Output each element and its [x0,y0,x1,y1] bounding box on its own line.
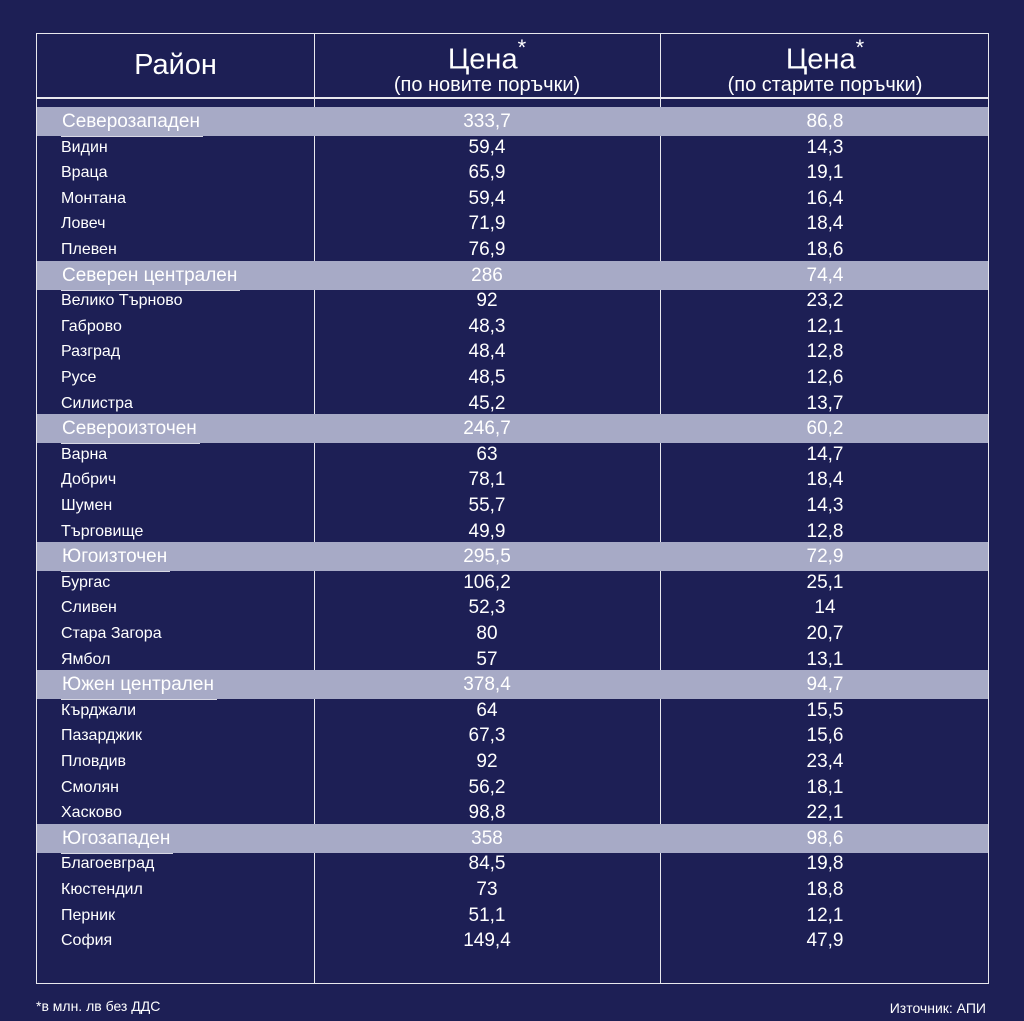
district-name: Силистра [61,394,133,412]
old-price-value: 19,8 [806,853,844,875]
region-row [37,544,988,570]
header-divider [37,97,988,99]
old-price-value: 18,4 [806,469,844,491]
new-price-value: 55,7 [468,495,506,516]
new-price-value: 76,9 [468,239,506,260]
table-row [37,288,988,314]
new-price-value: 73 [476,879,498,900]
header-new-title: Цена [447,43,518,76]
table-row [37,519,988,545]
footnote: *в млн. лв без ДДС [36,998,161,1014]
district-name: Монтана [61,189,127,207]
region-name: Южен централен [62,674,214,696]
old-price-value: 13,1 [806,648,844,670]
new-price-value: 45,2 [468,392,506,414]
table-row [37,877,988,903]
new-price-value: 149,4 [463,930,511,952]
old-price-value: 12,1 [806,904,844,926]
region-row [37,109,988,135]
region-name: Северен централен [62,264,238,286]
table-row [37,800,988,826]
table-row [37,314,988,340]
old-price-value: 98,6 [806,827,844,849]
old-price-value: 14,3 [806,495,844,516]
table-row [37,442,988,468]
district-name: Перник [61,906,116,924]
district-name: Пловдив [61,753,127,770]
old-price-value: 15,6 [806,725,844,747]
column-header-region [37,50,314,80]
new-price-value: 59,4 [468,187,506,209]
table-row [37,211,988,237]
table-row [37,391,988,417]
header-new-subtitle: (по новите поръчки) [393,74,581,97]
table-row [37,493,988,519]
header-region-title: Район [134,49,217,81]
new-price-value: 64 [476,699,498,721]
region-name: Северозападен [62,111,200,132]
table-row [37,365,988,391]
old-price-value: 74,4 [806,264,844,286]
old-price-value: 12,1 [806,315,844,337]
table-row [37,237,988,263]
region-row [37,416,988,442]
new-price-value: 80 [476,623,498,644]
table-row [37,621,988,647]
new-price-value: 57 [476,648,498,670]
new-price-value: 92 [476,290,498,312]
district-name: София [61,932,113,950]
table-row [37,647,988,673]
region-row [37,672,988,698]
old-price-value: 23,2 [806,290,844,312]
new-price-value: 63 [476,443,498,465]
region-name: Югоизточен [62,546,168,568]
district-name: Шумен [61,497,113,514]
new-price-value: 92 [476,751,498,772]
new-price-value: 67,3 [468,725,506,747]
column-header-old-price [660,35,990,97]
old-price-value: 94,7 [806,674,844,696]
district-name: Благоевград [61,855,155,873]
region-row [37,263,988,289]
table-row [37,723,988,749]
table-row [37,570,988,596]
old-price-value: 47,9 [806,930,844,952]
district-name: Добрич [61,471,117,489]
old-price-value: 12,6 [806,367,844,388]
district-name: Смолян [61,778,119,796]
district-name: Стара Загора [61,625,162,642]
table-row [37,339,988,365]
old-price-value: 12,8 [806,520,844,542]
district-name: Русе [61,369,97,386]
district-name: Кюстендил [61,881,143,898]
header-old-subtitle: (по старите поръчки) [727,74,923,97]
table-row [37,595,988,621]
column-header-new-price [314,35,660,97]
header-new-marker: * [517,35,527,60]
district-name: Хасково [61,804,122,822]
old-price-value: 60,2 [806,418,844,440]
district-name: Търговище [61,522,144,540]
new-price-value: 52,3 [468,597,506,619]
new-price-value: 98,8 [468,802,506,824]
district-name: Видин [61,138,108,156]
old-price-value: 23,4 [806,751,844,772]
new-price-value: 59,4 [468,136,506,158]
old-price-value: 25,1 [806,571,844,593]
header-old-title: Цена [785,43,856,76]
new-price-value: 106,2 [463,571,511,593]
new-price-value: 295,5 [463,546,511,568]
old-price-value: 18,1 [806,776,844,798]
old-price-value: 13,7 [806,392,844,414]
new-price-value: 78,1 [468,469,506,491]
new-price-value: 333,7 [463,111,511,132]
region-row [37,826,988,852]
table-row [37,851,988,877]
table-row [37,160,988,186]
old-price-value: 16,4 [806,187,844,209]
table-row [37,775,988,801]
old-price-value: 72,9 [806,546,844,568]
new-price-value: 51,1 [468,904,506,926]
district-name: Бургас [61,573,111,591]
old-price-value: 18,4 [806,213,844,235]
region-name: Североизточен [62,418,197,440]
old-price-value: 12,8 [806,341,844,363]
old-price-value: 14,3 [806,136,844,158]
new-price-value: 378,4 [463,674,511,696]
old-price-value: 14,7 [806,443,844,465]
new-price-value: 56,2 [468,776,506,798]
district-name: Ловеч [61,215,106,233]
new-price-value: 48,4 [468,341,506,363]
table-row [37,467,988,493]
district-name: Враца [61,164,108,182]
table-row [37,749,988,775]
table-row [37,928,988,954]
new-price-value: 84,5 [468,853,506,875]
new-price-value: 286 [471,264,503,286]
table-row [37,186,988,212]
district-name: Габрово [61,317,122,335]
table-row [37,135,988,161]
old-price-value: 15,5 [806,699,844,721]
new-price-value: 48,5 [468,367,506,388]
new-price-value: 48,3 [468,315,506,337]
district-name: Кърджали [61,701,137,719]
old-price-value: 20,7 [806,623,844,644]
header-old-marker: * [855,35,865,60]
district-name: Варна [61,445,108,463]
district-name: Ямбол [61,650,111,668]
old-price-value: 22,1 [806,802,844,824]
old-price-value: 86,8 [806,111,844,132]
old-price-value: 19,1 [806,162,844,184]
table-row [37,903,988,929]
district-name: Разград [61,343,121,361]
new-price-value: 65,9 [468,162,506,184]
new-price-value: 358 [471,827,503,849]
new-price-value: 49,9 [468,520,506,542]
new-price-value: 246,7 [463,418,511,440]
new-price-value: 71,9 [468,213,506,235]
old-price-value: 18,6 [806,239,844,260]
district-name: Пазарджик [61,727,142,745]
old-price-value: 18,8 [806,879,844,900]
table-row [37,698,988,724]
district-name: Велико Търново [61,292,183,310]
region-name: Югозападен [62,827,171,849]
district-name: Сливен [61,599,117,617]
source-credit: Източник: АПИ [889,1000,986,1016]
district-name: Плевен [61,241,117,258]
price-table [36,33,989,984]
old-price-value: 14 [814,597,836,619]
